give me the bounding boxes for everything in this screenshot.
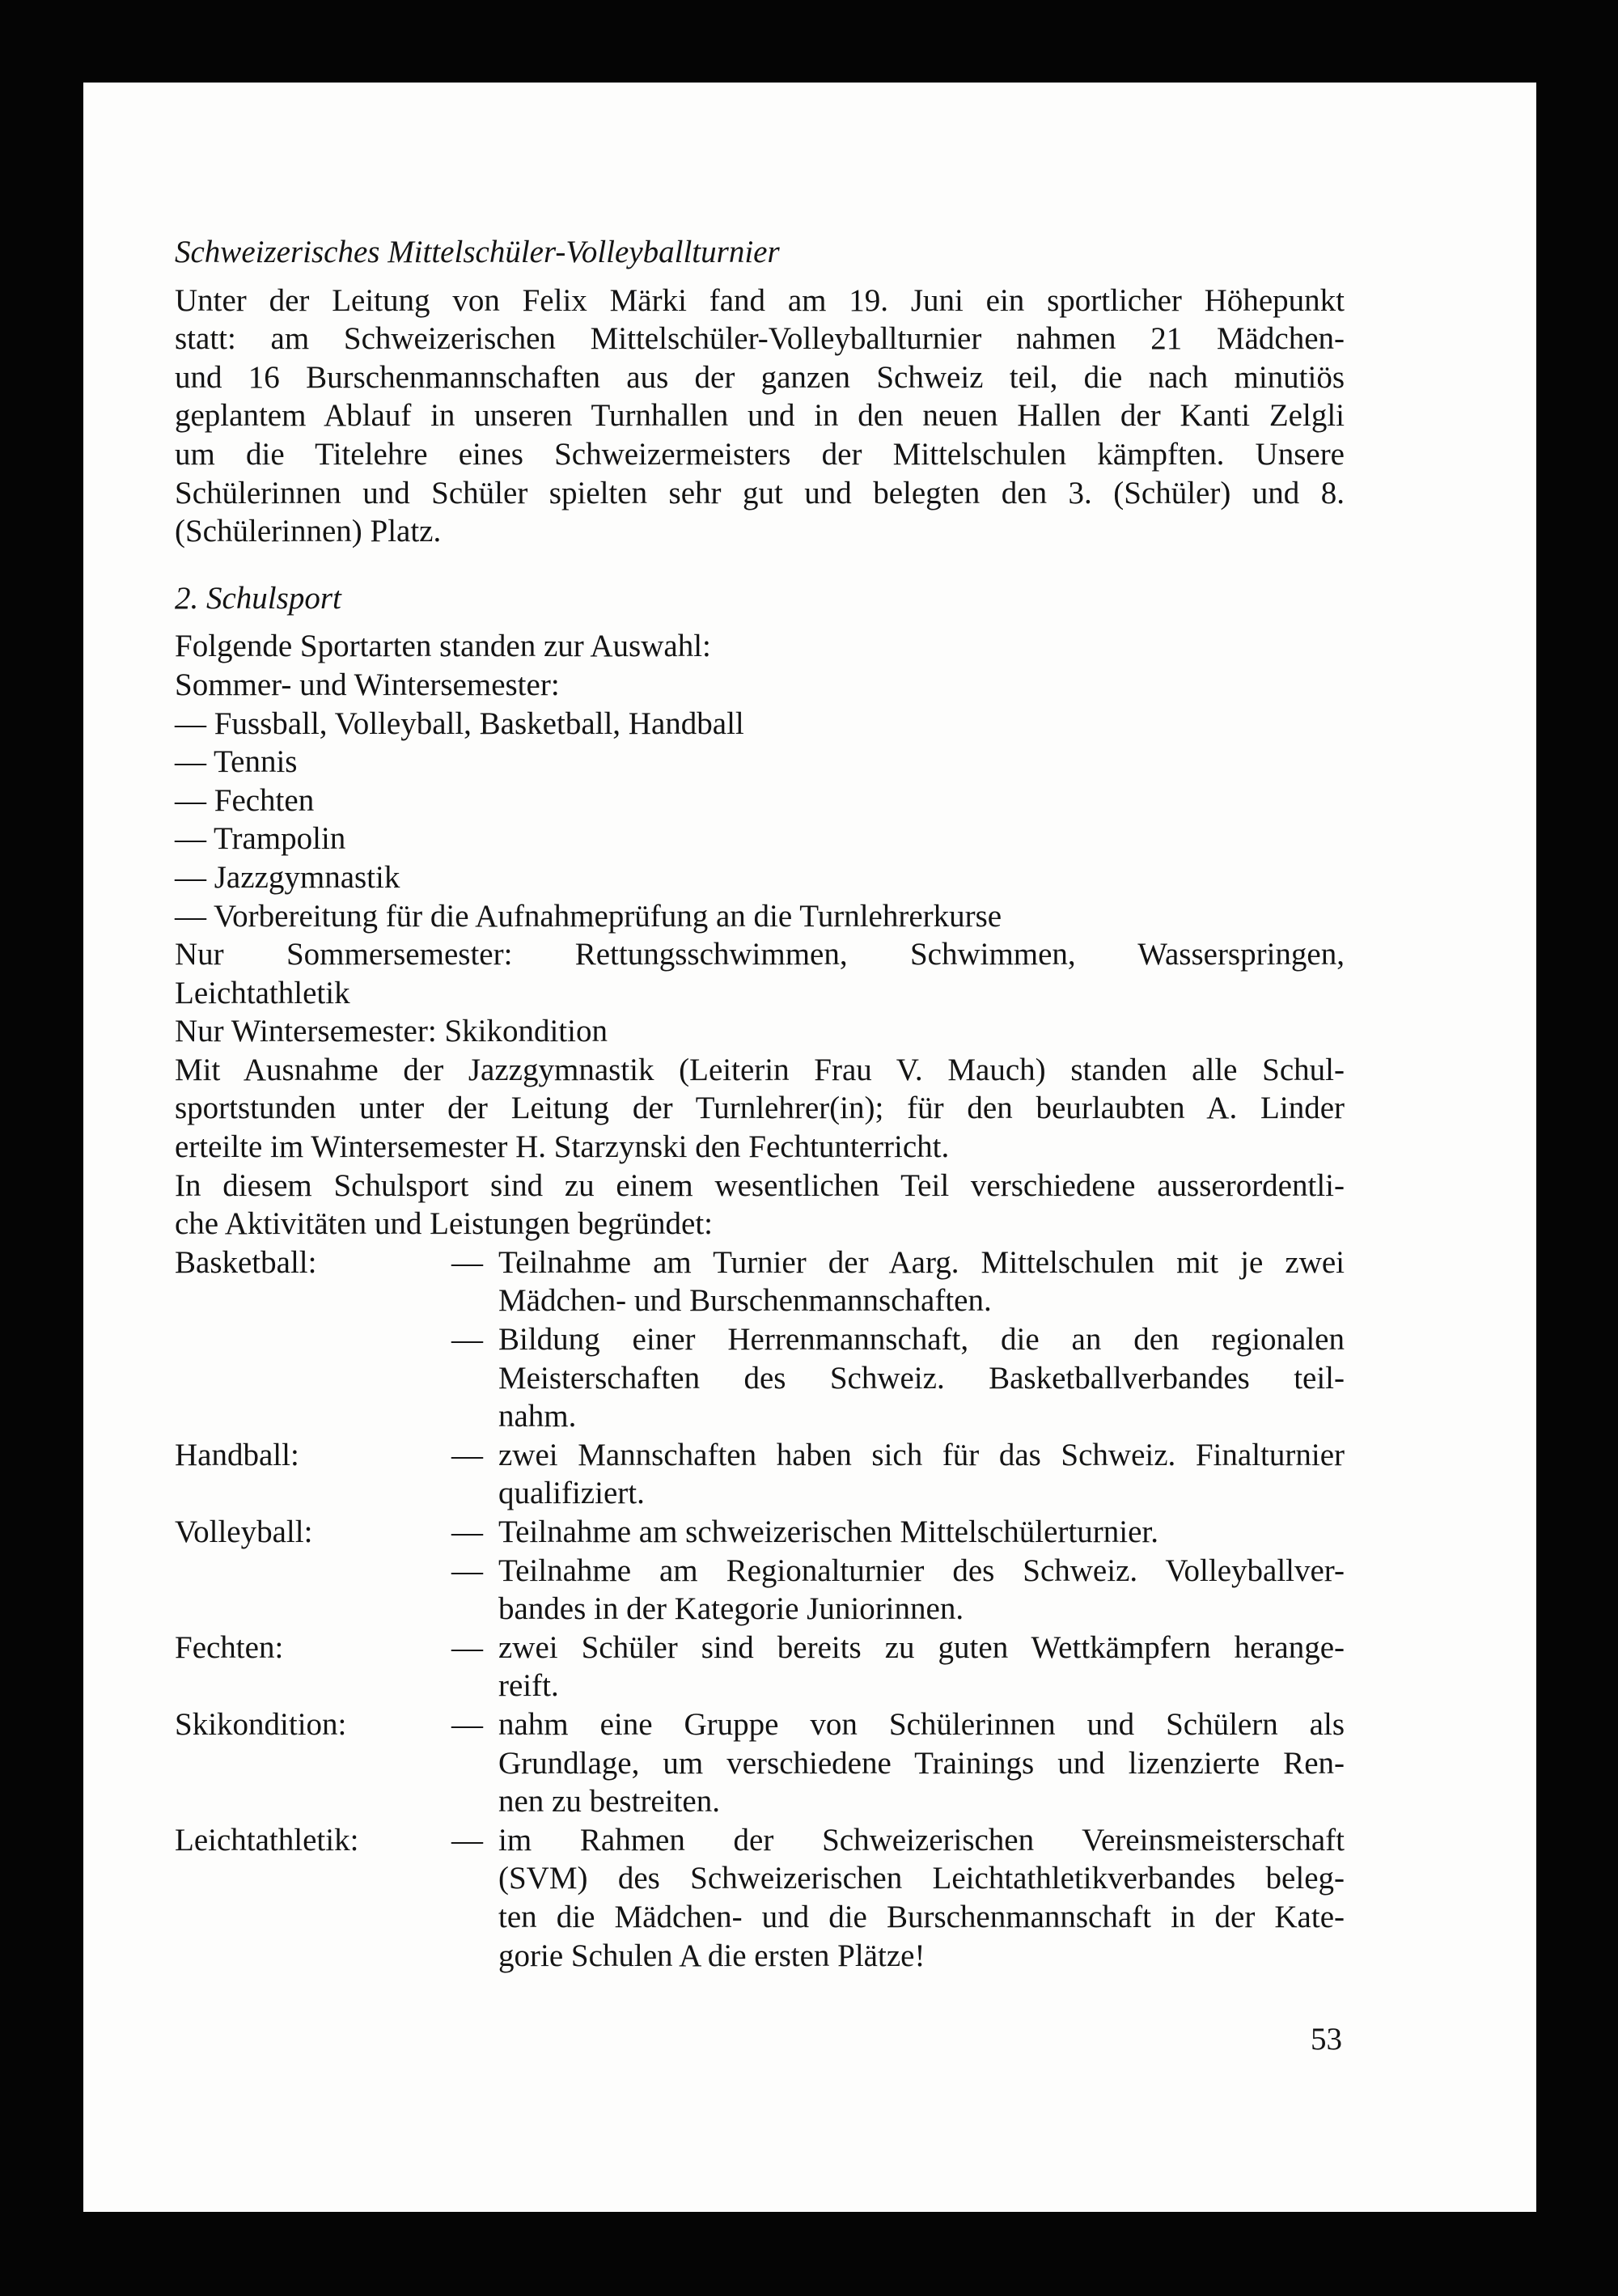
sport-list-item: — Vorbereitung für die Aufnahmeprüfung an die Turnlehrerkurse [175, 898, 1002, 934]
paragraph-line: Nur Sommersemester: Rettungsschwimmen, Schwimmen, Wasserspringen, [175, 937, 1345, 972]
activity-label: Volleyball: [175, 1514, 313, 1549]
activity-text-line: Mädchen- und Burschenmannschaften. [498, 1283, 992, 1319]
activity-row [175, 1705, 1345, 1821]
activity-row [175, 1243, 1345, 1320]
activity-label: Basketball: [175, 1244, 317, 1280]
document-page [83, 83, 1536, 2212]
activity-text-line: gorie Schulen A die ersten Plätze! [498, 1938, 925, 1973]
activity-text-line: zwei Schüler sind bereits zu guten Wettkämpfern herange- [498, 1629, 1345, 1665]
summer-semester-paragraph [175, 935, 1345, 1012]
page-number: 53 [1311, 2022, 1342, 2057]
activity-row [175, 1513, 1345, 1552]
dash-bullet: — [451, 1322, 483, 1358]
paragraph-line: sportstunden unter der Leitung der Turnlehrer(in); für den beurlaubten A. Linder [175, 1091, 1345, 1126]
sport-list-item: — Trampolin [175, 821, 346, 857]
heading-schulsport: 2. Schulsport [175, 580, 341, 616]
paragraph-line: um die Titelehre eines Schweizermeisters der Mittelschulen kämpften. Unsere [175, 436, 1345, 472]
activity-text-line: nahm eine Gruppe von Schülerinnen und Schülern als [498, 1706, 1345, 1742]
activity-text-line: Grundlage, um verschiedene Trainings und lizenzierte Ren- [498, 1745, 1345, 1781]
sports-list [175, 705, 1345, 936]
activity-text-line: Teilnahme am Turnier der Aarg. Mittelschulen mit je zwei [498, 1244, 1345, 1280]
activities-table [175, 1243, 1345, 1975]
schulsport-section [175, 627, 1345, 1975]
activity-label [175, 1320, 451, 1436]
dash-bullet: — [451, 1706, 483, 1742]
activity-row [175, 1552, 1345, 1629]
sport-list-item: — Jazzgymnastik [175, 859, 400, 895]
sport-list-item: — Tennis [175, 744, 298, 780]
activity-text-line: ten die Mädchen- und die Burschenmannschaft in der Kate- [498, 1899, 1345, 1934]
paragraph-line: Unter der Leitung von Felix Märki fand am 19. Juni ein sportlicher Höhepunkt [175, 282, 1345, 318]
winter-semester-line: Nur Wintersemester: Skikondition [175, 1014, 608, 1049]
activity-text-line: bandes in der Kategorie Juniorinnen. [498, 1591, 964, 1627]
paragraph-line: In diesem Schulsport sind zu einem wesentlichen Teil verschiedene ausserordentli- [175, 1167, 1345, 1203]
activity-text-line: reift. [498, 1668, 559, 1704]
page-content [175, 233, 1345, 1975]
jazz-paragraph [175, 1051, 1345, 1167]
activity-text [498, 1552, 1345, 1629]
paragraph-line: geplantem Ablauf in unseren Turnhallen und in den neuen Hallen der Kanti Zelgli [175, 398, 1345, 434]
heading-volleyballturnier: Schweizerisches Mittelschüler-Volleyballturnier [175, 235, 780, 269]
activity-row [175, 1629, 1345, 1705]
activity-text-line: im Rahmen der Schweizerischen Vereinsmeisterschaft [498, 1822, 1345, 1858]
paragraph-line: Mit Ausnahme der Jazzgymnastik (Leiterin Frau V. Mauch) standen alle Schul- [175, 1052, 1345, 1087]
dash-bullet: — [451, 1437, 483, 1472]
activity-label [175, 1552, 451, 1629]
dash-bullet: — [451, 1553, 483, 1588]
activity-text-line: Teilnahme am schweizerischen Mittelschülerturnier. [498, 1514, 1158, 1549]
activity-text [498, 1513, 1345, 1552]
activity-text-line: nahm. [498, 1399, 577, 1434]
dash-bullet: — [451, 1514, 483, 1549]
activity-text-line: Meisterschaften des Schweiz. Basketballverbandes teil- [498, 1360, 1345, 1396]
activities-intro-paragraph [175, 1167, 1345, 1243]
volleyball-paragraph [175, 282, 1345, 551]
paragraph-line: Schülerinnen und Schüler spielten sehr gut und belegten den 3. (Schüler) und 8. [175, 475, 1345, 510]
activity-text [498, 1243, 1345, 1320]
activity-text [498, 1629, 1345, 1705]
activity-label: Skikondition: [175, 1706, 347, 1742]
paragraph-line: und 16 Burschenmannschaften aus der ganzen Schweiz teil, die nach minutiös [175, 359, 1345, 395]
activity-text-line: qualifiziert. [498, 1476, 645, 1511]
intro-line: Folgende Sportarten standen zur Auswahl: [175, 629, 711, 664]
activity-text [498, 1705, 1345, 1821]
activity-text-line: Bildung einer Herrenmannschaft, die an den regionalen [498, 1322, 1345, 1358]
activity-text-line: zwei Mannschaften haben sich für das Schweiz. Finalturnier [498, 1437, 1345, 1472]
activity-label: Leichtathletik: [175, 1822, 359, 1858]
activity-row [175, 1436, 1345, 1513]
activity-text-line: Teilnahme am Regionalturnier des Schweiz. Volleyballver- [498, 1553, 1345, 1588]
activity-label: Handball: [175, 1437, 299, 1472]
paragraph-line: che Aktivitäten und Leistungen begründet: [175, 1206, 713, 1242]
paragraph-line: (Schülerinnen) Platz. [175, 514, 442, 549]
paragraph-line: erteilte im Wintersemester H. Starzynski den Fechtunterricht. [175, 1129, 950, 1165]
activity-label: Fechten: [175, 1629, 284, 1665]
both-semesters-line: Sommer- und Wintersemester: [175, 667, 560, 702]
activity-row [175, 1821, 1345, 1975]
dash-bullet: — [451, 1822, 483, 1858]
activity-text-line: (SVM) des Schweizerischen Leichtathletikverbandes beleg- [498, 1861, 1345, 1896]
dash-bullet: — [451, 1629, 483, 1665]
activity-row [175, 1320, 1345, 1436]
paragraph-line: statt: am Schweizerischen Mittelschüler-Volleyballturnier nahmen 21 Mädchen- [175, 321, 1345, 357]
activity-text [498, 1821, 1345, 1975]
sport-list-item: — Fechten [175, 782, 315, 818]
activity-text [498, 1320, 1345, 1436]
dash-bullet: — [451, 1244, 483, 1280]
activity-text [498, 1436, 1345, 1513]
activity-text-line: nen zu bestreiten. [498, 1784, 720, 1819]
paragraph-line: Leichtathletik [175, 975, 350, 1010]
sport-list-item: — Fussball, Volleyball, Basketball, Handball [175, 705, 744, 741]
